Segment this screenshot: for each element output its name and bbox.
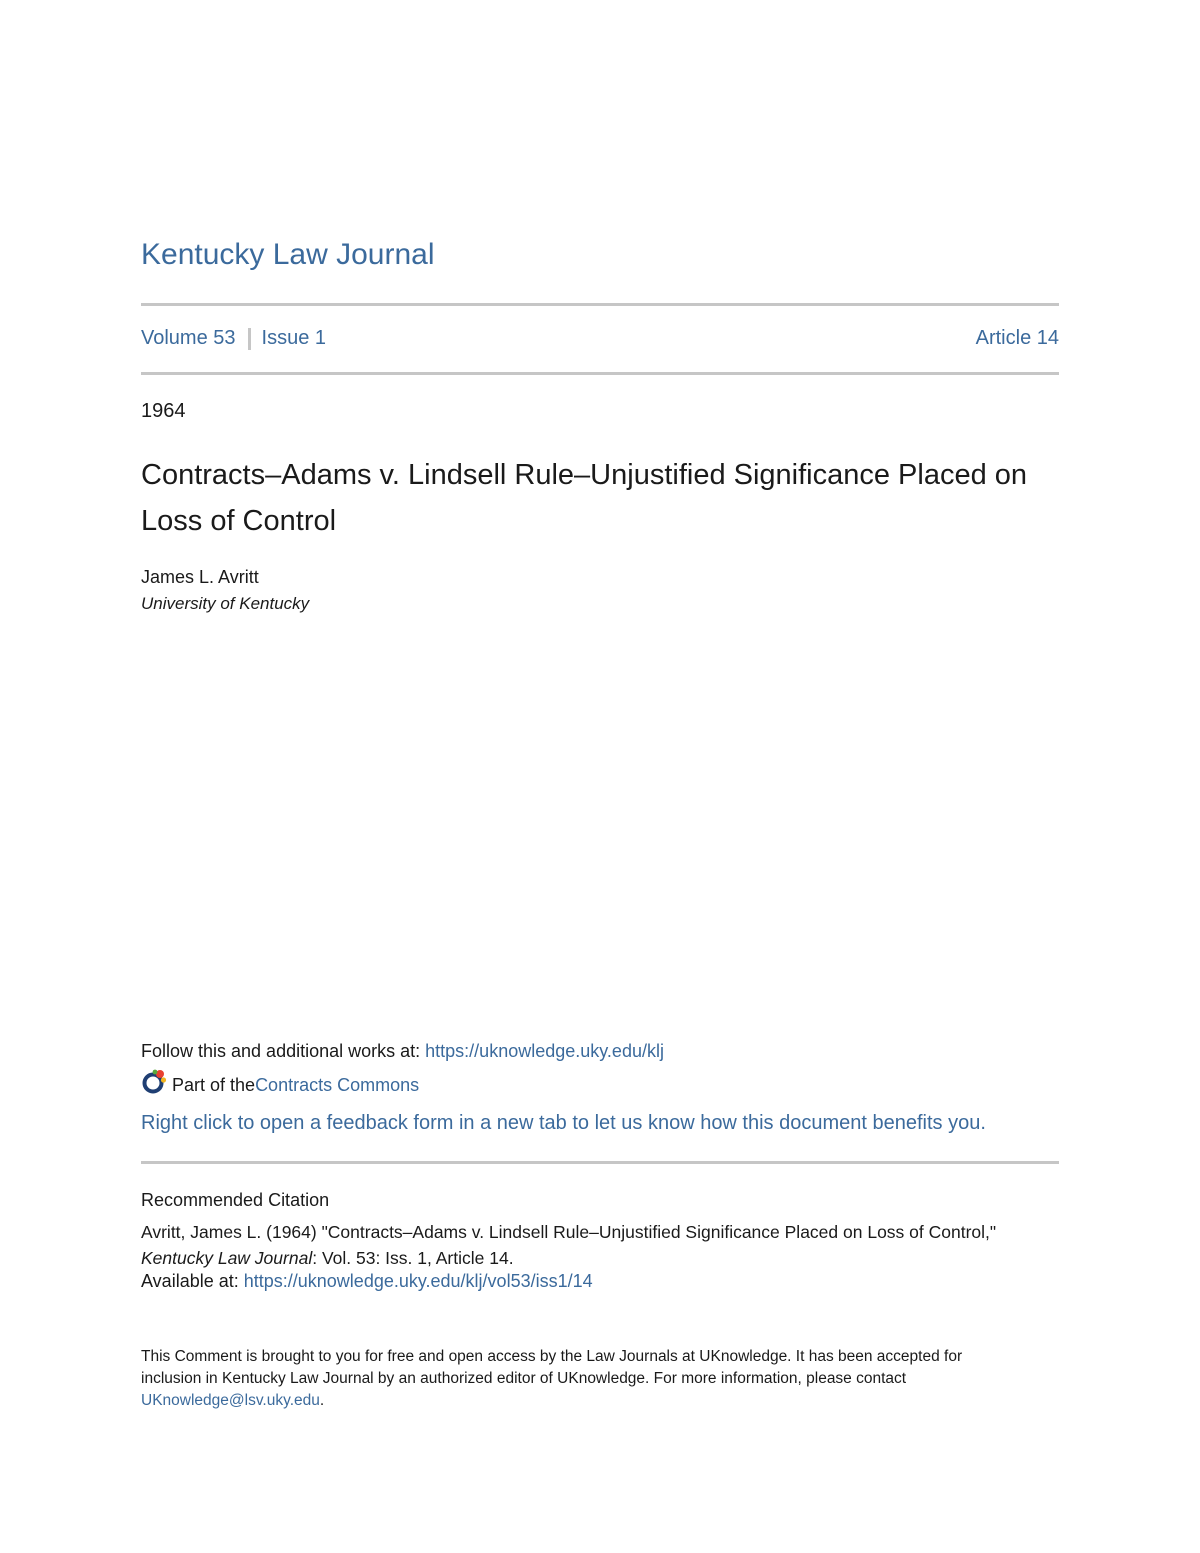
part-of-text: Part of the — [172, 1075, 256, 1095]
article-title: Contracts–Adams v. Lindsell Rule–Unjustified Significance Placed on Loss of Control — [141, 459, 1028, 537]
part-of-line — [141, 1072, 419, 1099]
divider-bottom — [141, 1161, 1059, 1164]
available-link[interactable]: https://uknowledge.uky.edu/klj/vol53/iss1/14 — [243, 1271, 593, 1291]
volume-link[interactable]: Volume 53 — [141, 327, 236, 349]
divider-top — [141, 303, 1059, 306]
feedback-link[interactable]: Right click to open a feedback form in a new tab to let us know how this document benefits you. — [141, 1112, 986, 1134]
divider-middle — [141, 372, 1059, 375]
contact-email-link[interactable]: UKnowledge@lsv.uky.edu — [141, 1392, 320, 1409]
author-name: James L. Avritt — [141, 567, 259, 587]
issue-line — [141, 327, 1059, 350]
issue-link[interactable]: Issue 1 — [261, 327, 326, 349]
publication-year: 1964 — [141, 400, 186, 422]
notice-end: . — [319, 1392, 325, 1409]
commons-network-icon — [141, 1068, 168, 1095]
issue-separator — [248, 328, 251, 350]
follow-line — [141, 1041, 664, 1062]
recommended-citation-heading: Recommended Citation — [141, 1190, 330, 1210]
follow-link[interactable]: https://uknowledge.uky.edu/klj — [425, 1041, 664, 1061]
available-label: Available at: — [141, 1271, 244, 1291]
access-notice — [141, 1346, 1021, 1412]
follow-text: Follow this and additional works at: — [141, 1041, 426, 1061]
notice-text: This Comment is brought to you for free and open access by the Law Journals at UKnowledge. It has been accepted for inclusion in Kentucky Law Journal by an authorized editor of UKnowledge. For more information, please contact — [141, 1348, 963, 1387]
citation-part2: : Vol. 53: Iss. 1, Article 14. — [312, 1248, 514, 1268]
author-affiliation: University of Kentucky — [141, 594, 310, 613]
citation-part1: Avritt, James L. (1964) "Contracts–Adams v. Lindsell Rule–Unjustified Significance Placed on Loss of Control," — [141, 1222, 997, 1242]
article-link[interactable]: Article 14 — [975, 327, 1059, 349]
citation-journal: Kentucky Law Journal — [141, 1248, 313, 1268]
citation-text — [141, 1219, 1061, 1271]
journal-title[interactable]: Kentucky Law Journal — [141, 238, 435, 271]
contracts-commons-link[interactable]: Contracts Commons — [255, 1075, 420, 1095]
available-at-line — [141, 1271, 593, 1292]
